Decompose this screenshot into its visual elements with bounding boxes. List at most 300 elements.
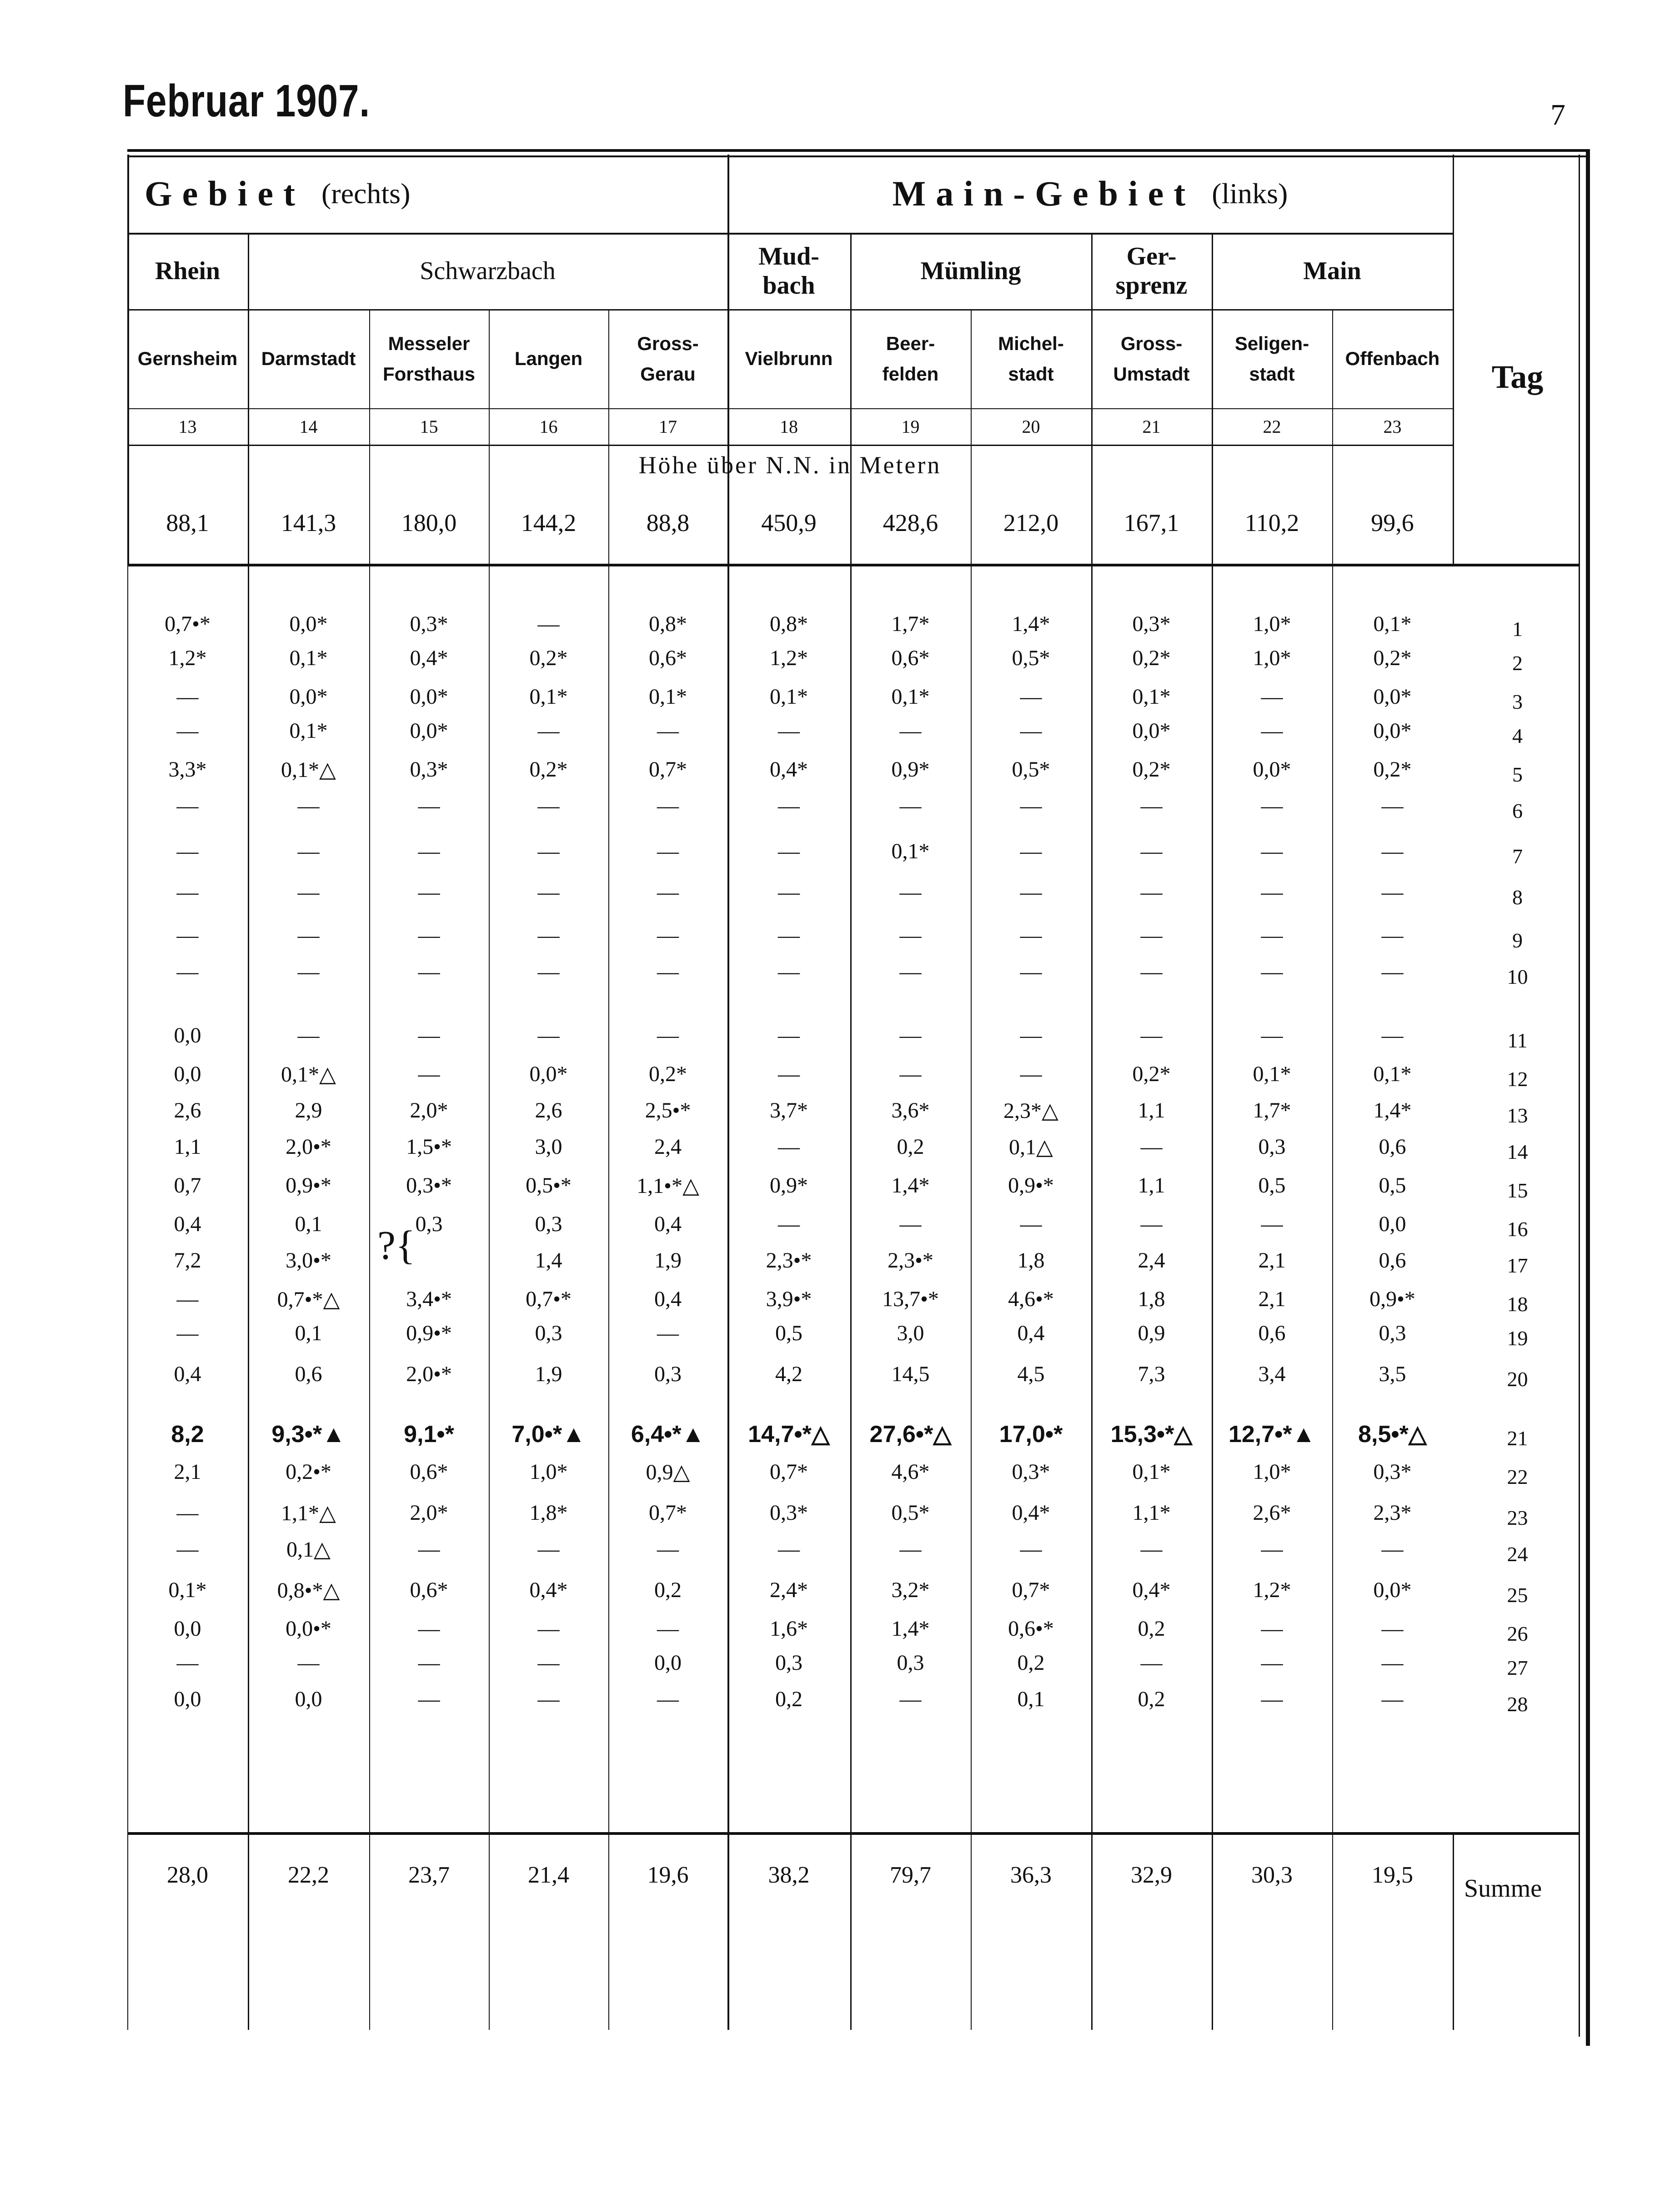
data-cell: — — [1261, 923, 1283, 947]
data-cell: 0,5* — [1012, 757, 1050, 781]
elevation-value: 144,2 — [521, 509, 577, 536]
data-cell: 0,3* — [1012, 1460, 1050, 1484]
river-mudbach: Mud- bach — [758, 242, 819, 300]
data-cell: 1,0* — [529, 1460, 568, 1484]
data-cell: 1,0* — [1253, 1460, 1291, 1484]
data-cell: 0,4* — [410, 646, 448, 670]
data-cell: — — [1020, 1212, 1042, 1236]
river-muemling: Mümling — [920, 256, 1021, 285]
data-cell: — — [176, 719, 199, 743]
data-cell: 3,7* — [770, 1098, 808, 1122]
region-right — [727, 155, 1453, 233]
data-cell: 0,4* — [529, 1578, 568, 1602]
data-cell: — — [657, 880, 679, 904]
data-cell: 0,1* — [770, 685, 808, 709]
data-cell: 0,6•* — [1008, 1617, 1054, 1641]
data-cell: — — [778, 1537, 800, 1561]
data-cell: 0,2 — [1017, 1651, 1045, 1675]
column-number: 20 — [1022, 416, 1040, 437]
rule-vertical — [1453, 1832, 1454, 2030]
data-cell: 0,5* — [891, 1501, 930, 1525]
data-cell: 0,0* — [1373, 1578, 1412, 1602]
day-number: 3 — [1512, 690, 1523, 713]
data-cell: — — [1381, 1023, 1404, 1047]
data-cell: — — [418, 1537, 440, 1561]
day-number: 28 — [1507, 1693, 1528, 1716]
data-cell: 0,2 — [654, 1578, 682, 1602]
data-cell: 0,6 — [295, 1362, 322, 1386]
data-cell: 0,5 — [775, 1321, 802, 1345]
data-cell: 2,6 — [174, 1098, 201, 1122]
data-cell: 1,2* — [1253, 1578, 1291, 1602]
data-cell: 0,9* — [891, 757, 930, 781]
data-cell: — — [297, 839, 320, 863]
sum-top-rule — [127, 1832, 1579, 1835]
data-cell: 1,1*△ — [281, 1501, 336, 1525]
data-cell: — — [1381, 923, 1404, 947]
data-cell: — — [418, 839, 440, 863]
data-cell: 0,0* — [529, 1062, 568, 1086]
data-cell: — — [899, 923, 922, 947]
day-number: 15 — [1507, 1179, 1528, 1202]
data-cell: 0,6 — [1379, 1135, 1406, 1159]
data-cell: 0,2* — [1132, 1062, 1171, 1086]
data-cell: — — [297, 1023, 320, 1047]
data-cell: 0,1△ — [286, 1538, 331, 1562]
data-cell: — — [1020, 960, 1042, 984]
data-cell: 1,4* — [1373, 1098, 1412, 1122]
data-cell: 2,5•* — [645, 1098, 691, 1122]
data-cell: — — [1140, 1135, 1163, 1159]
data-cell: — — [657, 1617, 679, 1641]
day-number: 23 — [1507, 1506, 1528, 1529]
data-cell: 17,0•* — [999, 1421, 1063, 1448]
data-cell: 1,7* — [1253, 1098, 1291, 1122]
data-cell: 0,7* — [649, 1501, 687, 1525]
data-cell: — — [1140, 880, 1163, 904]
data-cell: 1,1 — [174, 1135, 201, 1159]
data-cell: — — [1381, 1687, 1404, 1711]
day-number: 19 — [1507, 1327, 1528, 1350]
data-cell: — — [1140, 1537, 1163, 1561]
station-gernsheim: Gernsheim — [137, 348, 238, 370]
data-cell: 1,2* — [168, 646, 207, 670]
data-cell: 0,1* — [1373, 612, 1412, 636]
data-cell: — — [537, 960, 560, 984]
data-cell: 0,0 — [295, 1687, 322, 1711]
data-cell: 0,1 — [295, 1321, 322, 1345]
data-cell: — — [899, 1062, 922, 1086]
data-cell: 0,2•* — [286, 1460, 331, 1484]
data-cell: — — [778, 719, 800, 743]
column-sum: 36,3 — [1010, 1862, 1052, 1888]
day-number: 18 — [1507, 1292, 1528, 1316]
right-border — [1586, 149, 1590, 2046]
data-cell: 2,1 — [1258, 1287, 1286, 1311]
data-cell: 0,0* — [289, 612, 328, 636]
data-cell: 0,1* — [891, 839, 930, 863]
data-cell: — — [418, 794, 440, 818]
data-cell: — — [1261, 1687, 1283, 1711]
data-cell: — — [176, 685, 199, 709]
data-cell: 0,0•* — [286, 1617, 331, 1641]
day-number: 6 — [1512, 799, 1523, 822]
data-cell: — — [297, 880, 320, 904]
data-cell: — — [1381, 1651, 1404, 1675]
data-cell: — — [1381, 794, 1404, 818]
data-cell: 0,7* — [649, 757, 687, 781]
data-cell: — — [176, 1501, 199, 1525]
rule-vertical — [248, 564, 249, 1832]
day-number: 14 — [1507, 1140, 1528, 1163]
data-cell: 3,9•* — [766, 1287, 812, 1311]
data-cell: — — [1020, 923, 1042, 947]
data-cell: 0,9△ — [646, 1460, 690, 1484]
data-cell: 0,5•* — [526, 1173, 572, 1197]
data-cell: 1,0* — [1253, 646, 1291, 670]
data-cell: — — [537, 1651, 560, 1675]
data-cell: 0,1*△ — [281, 758, 336, 782]
data-cell: 1,4* — [891, 1617, 930, 1641]
data-cell: 0,0* — [1132, 719, 1171, 743]
data-cell: 0,2* — [1373, 757, 1412, 781]
data-cell: 0,8* — [770, 612, 808, 636]
data-cell: — — [1261, 719, 1283, 743]
data-cell: 2,6* — [1253, 1501, 1291, 1525]
data-cell: — — [778, 1062, 800, 1086]
data-cell: 13,7•* — [882, 1287, 939, 1311]
day-number: 21 — [1507, 1427, 1528, 1450]
top-rule — [127, 149, 1587, 152]
data-cell: 0,3 — [1379, 1321, 1406, 1345]
data-cell: 0,3 — [897, 1651, 924, 1675]
data-cell: 0,9•* — [286, 1173, 331, 1197]
data-cell: — — [778, 880, 800, 904]
data-cell: 1,7* — [891, 612, 930, 636]
data-cell: 2,3•* — [766, 1248, 812, 1272]
data-cell: — — [418, 1062, 440, 1086]
elevation-value: 428,6 — [883, 509, 938, 536]
column-sum: 32,9 — [1131, 1862, 1172, 1888]
station-vielbrunn: Vielbrunn — [745, 348, 833, 370]
column-number: 15 — [420, 416, 438, 437]
data-cell: 14,7•*△ — [748, 1421, 830, 1448]
data-cell: 0,0* — [410, 685, 448, 709]
data-cell: 4,6•* — [1008, 1287, 1054, 1311]
data-cell: 0,4* — [770, 757, 808, 781]
data-cell: 0,1* — [289, 646, 328, 670]
column-sum: 19,6 — [647, 1862, 689, 1888]
data-cell: — — [899, 960, 922, 984]
day-number: 2 — [1512, 651, 1523, 675]
station-seligenstadt: Seligen- stadt — [1234, 332, 1309, 385]
data-cell: 0,7* — [1012, 1578, 1050, 1602]
data-cell: 3,0 — [535, 1135, 562, 1159]
data-cell: 0,0 — [654, 1651, 682, 1675]
rule-vertical — [1332, 564, 1333, 1832]
data-cell: 0,4 — [654, 1212, 682, 1236]
data-cell: — — [176, 1651, 199, 1675]
data-cell: — — [1381, 1537, 1404, 1561]
data-cell: — — [657, 1687, 679, 1711]
column-number: 17 — [659, 416, 677, 437]
region-left — [127, 155, 727, 233]
data-cell: 0,3* — [410, 757, 448, 781]
data-cell: 1,1•*△ — [637, 1174, 699, 1198]
region-left-title: Gebiet — [145, 174, 305, 213]
data-cell: 1,9 — [535, 1362, 562, 1386]
day-number: 12 — [1507, 1067, 1528, 1091]
data-cell: — — [1381, 880, 1404, 904]
data-cell: 0,0 — [1379, 1212, 1406, 1236]
data-cell: 0,1* — [289, 719, 328, 743]
data-cell: 0,2* — [529, 757, 568, 781]
data-cell: 2,6 — [535, 1098, 562, 1122]
rule-vertical — [608, 564, 609, 1832]
data-cell: 1,8 — [1138, 1287, 1165, 1311]
data-cell: 0,1* — [1373, 1062, 1412, 1086]
data-cell: — — [657, 1537, 679, 1561]
data-cell: 2,0* — [410, 1098, 448, 1122]
data-cell: 0,8•*△ — [277, 1578, 340, 1603]
data-cell: — — [418, 960, 440, 984]
elevation-value: 99,6 — [1371, 509, 1414, 536]
station-langen: Langen — [514, 348, 583, 370]
day-number: 13 — [1507, 1104, 1528, 1127]
data-cell: 0,8* — [649, 612, 687, 636]
elevation-value: 212,0 — [1003, 509, 1059, 536]
data-cell: 0,1* — [891, 685, 930, 709]
data-cell: — — [418, 1651, 440, 1675]
data-cell: 1,6* — [770, 1617, 808, 1641]
summe-label: Summe — [1464, 1874, 1542, 1903]
data-cell: — — [176, 923, 199, 947]
data-cell: — — [778, 923, 800, 947]
day-number: 17 — [1507, 1254, 1528, 1277]
data-cell: 0,5* — [1012, 646, 1050, 670]
day-number: 8 — [1512, 886, 1523, 909]
data-cell: — — [657, 923, 679, 947]
data-cell: 7,3 — [1138, 1362, 1165, 1386]
column-sum: 28,0 — [167, 1862, 208, 1888]
data-cell: 0,9•* — [1369, 1287, 1415, 1311]
day-number: 25 — [1507, 1583, 1528, 1607]
data-cell: — — [1140, 1651, 1163, 1675]
rule-vertical — [369, 564, 370, 1832]
data-cell: — — [899, 1537, 922, 1561]
data-cell: — — [778, 1023, 800, 1047]
data-cell: — — [1261, 880, 1283, 904]
data-cell: — — [176, 880, 199, 904]
station-beerfelden: Beer- felden — [882, 332, 939, 385]
day-number: 20 — [1507, 1367, 1528, 1391]
data-cell: — — [1140, 839, 1163, 863]
data-cell: 0,3 — [654, 1362, 682, 1386]
data-cell: — — [418, 1687, 440, 1711]
data-cell: 0,0* — [289, 685, 328, 709]
data-cell: — — [176, 794, 199, 818]
data-cell: — — [418, 1617, 440, 1641]
data-cell: 3,0 — [897, 1321, 924, 1345]
data-cell: — — [1020, 880, 1042, 904]
data-cell: 1,8 — [1017, 1248, 1045, 1272]
data-cell: — — [1020, 685, 1042, 709]
data-cell: — — [899, 880, 922, 904]
data-cell: — — [1020, 1023, 1042, 1047]
data-cell: 0,1△ — [1009, 1135, 1053, 1159]
data-cell: 0,3 — [415, 1212, 443, 1236]
data-cell: 0,7•* — [526, 1287, 572, 1311]
data-cell: — — [297, 1651, 320, 1675]
data-cell: 0,7* — [770, 1460, 808, 1484]
elevation-value: 141,3 — [281, 509, 336, 536]
data-cell: — — [1020, 1537, 1042, 1561]
day-number: 22 — [1507, 1465, 1528, 1488]
data-cell: 27,6•*△ — [869, 1421, 952, 1448]
day-number: 24 — [1507, 1543, 1528, 1566]
data-cell: 0,0* — [410, 719, 448, 743]
data-cell: 0,7•*△ — [277, 1287, 340, 1312]
data-cell: 0,6 — [1258, 1321, 1286, 1345]
data-cell: 0,0* — [1253, 757, 1291, 781]
data-cell: — — [1020, 1062, 1042, 1086]
data-cell: — — [418, 923, 440, 947]
day-number: 9 — [1512, 929, 1523, 952]
data-cell: — — [657, 960, 679, 984]
data-cell: 0,4* — [1132, 1578, 1171, 1602]
data-cell: 0,4 — [174, 1212, 201, 1236]
data-cell: — — [778, 794, 800, 818]
data-cell: 0,6* — [649, 646, 687, 670]
data-cell: — — [657, 839, 679, 863]
column-sum: 38,2 — [768, 1862, 810, 1888]
data-cell: 2,3* — [1373, 1501, 1412, 1525]
data-top-rule — [127, 564, 1579, 566]
data-cell: 0,1* — [168, 1578, 207, 1602]
data-cell: — — [1020, 719, 1042, 743]
data-cell: — — [537, 880, 560, 904]
data-cell: — — [1261, 1212, 1283, 1236]
day-number: 7 — [1512, 845, 1523, 868]
data-cell: 0,9* — [770, 1173, 808, 1197]
data-cell: 9,3•*▲ — [271, 1421, 346, 1448]
data-cell: 2,9 — [295, 1098, 322, 1122]
column-sum: 23,7 — [408, 1862, 450, 1888]
data-cell: 0,6* — [891, 646, 930, 670]
page-number: 7 — [1550, 98, 1565, 131]
data-cell: 1,4* — [1012, 612, 1050, 636]
data-cell: — — [1261, 1617, 1283, 1641]
data-cell: — — [1381, 839, 1404, 863]
data-cell: — — [1140, 923, 1163, 947]
data-cell: 12,7•*▲ — [1228, 1421, 1316, 1448]
station-messelerforsthaus: Messeler Forsthaus — [382, 332, 476, 385]
data-cell: 0,3* — [1132, 612, 1171, 636]
month-title: Februar 1907. — [123, 75, 370, 126]
data-cell: 4,2 — [775, 1362, 802, 1386]
data-cell: 0,2* — [1132, 757, 1171, 781]
data-cell: 0,1 — [1017, 1687, 1045, 1711]
data-cell: 0,4* — [1012, 1501, 1050, 1525]
day-number: 26 — [1507, 1622, 1528, 1645]
data-cell: 14,5 — [891, 1362, 930, 1386]
data-cell: — — [778, 960, 800, 984]
day-number: 1 — [1512, 617, 1523, 641]
data-cell: 0,1* — [529, 685, 568, 709]
river-main: Main — [1303, 256, 1361, 285]
data-cell: — — [537, 1687, 560, 1711]
data-cell: 0,2* — [649, 1062, 687, 1086]
data-cell: 1,1 — [1138, 1173, 1165, 1197]
rule-vertical — [489, 564, 490, 1832]
column-number: 13 — [178, 416, 197, 437]
data-cell: 1,2* — [770, 646, 808, 670]
elevation-value: 88,8 — [646, 509, 690, 536]
data-cell: — — [176, 960, 199, 984]
data-cell: 0,4 — [654, 1287, 682, 1311]
tag-header: Tag — [1491, 358, 1544, 395]
data-cell: 0,3 — [535, 1212, 562, 1236]
data-cell: 0,0 — [174, 1023, 201, 1047]
data-cell: 2,3*△ — [1003, 1099, 1058, 1123]
data-cell: 8,5•*△ — [1358, 1421, 1427, 1448]
station-michelstadt: Michel- stadt — [998, 332, 1064, 385]
data-cell: — — [1020, 794, 1042, 818]
data-cell: — — [537, 839, 560, 863]
data-cell: — — [899, 719, 922, 743]
data-cell: 3,2* — [891, 1578, 930, 1602]
data-cell: 7,0•*▲ — [512, 1421, 586, 1448]
data-cell: — — [1261, 1537, 1283, 1561]
column-sum: 21,4 — [528, 1862, 569, 1888]
data-cell: 0,7•* — [165, 612, 211, 636]
column-number: 14 — [299, 416, 318, 437]
data-cell: 2,3•* — [888, 1248, 933, 1272]
data-cell: 0,1* — [649, 685, 687, 709]
column-sum: 79,7 — [890, 1862, 931, 1888]
elevation-value: 180,0 — [401, 509, 457, 536]
column-number: 21 — [1142, 416, 1161, 437]
data-cell: — — [1381, 1617, 1404, 1641]
data-cell: — — [176, 1321, 199, 1345]
data-cell: — — [297, 794, 320, 818]
data-cell: 1,1 — [1138, 1098, 1165, 1122]
data-cell: — — [1140, 960, 1163, 984]
data-cell: 0,4 — [174, 1362, 201, 1386]
data-cell: 0,3 — [1258, 1135, 1286, 1159]
station-grossgerau: Gross- Gerau — [637, 332, 699, 385]
data-cell: 3,4 — [1258, 1362, 1286, 1386]
region-right-subtitle: (links) — [1212, 177, 1288, 210]
data-cell: 1,8* — [529, 1501, 568, 1525]
data-cell: — — [899, 1687, 922, 1711]
data-cell: — — [1140, 1212, 1163, 1236]
data-cell: 0,2 — [775, 1687, 802, 1711]
column-sum: 22,2 — [288, 1862, 329, 1888]
data-cell: — — [1261, 839, 1283, 863]
data-cell: — — [657, 719, 679, 743]
data-cell: — — [537, 923, 560, 947]
data-cell: 2,0* — [410, 1501, 448, 1525]
river-schwarzbach: Schwarzbach — [420, 256, 556, 285]
column-number: 22 — [1263, 416, 1281, 437]
column-sum: 30,3 — [1251, 1862, 1293, 1888]
data-cell: — — [657, 794, 679, 818]
data-cell: 0,6 — [1379, 1248, 1406, 1272]
data-cell: 0,2 — [897, 1135, 924, 1159]
data-cell: 4,6* — [891, 1460, 930, 1484]
data-cell: 3,6* — [891, 1098, 930, 1122]
